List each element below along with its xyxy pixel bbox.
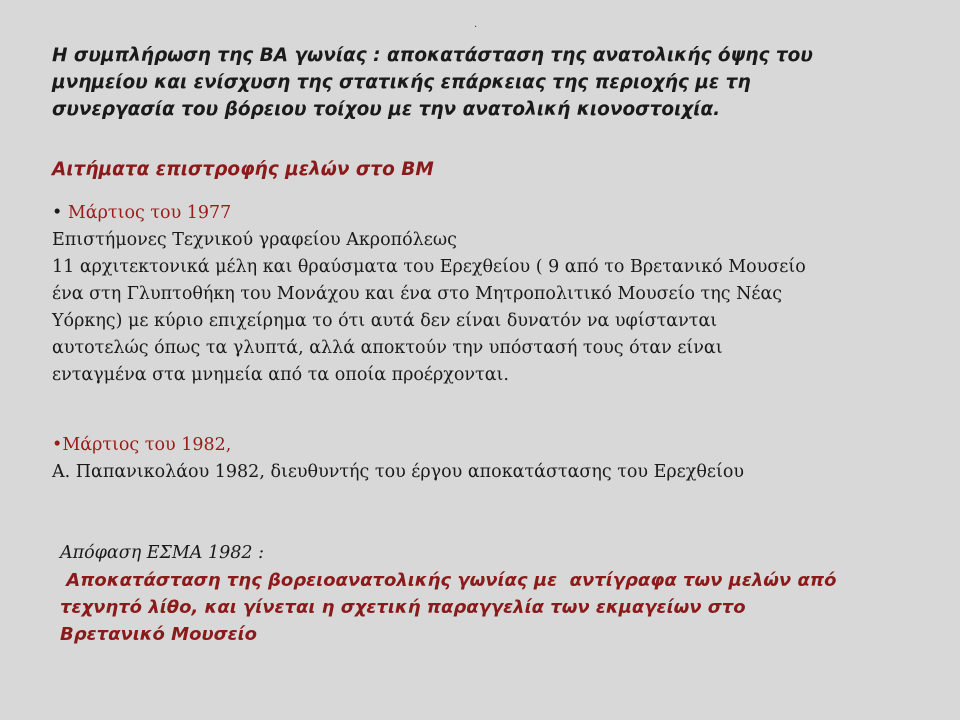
bullet: • bbox=[52, 203, 63, 223]
body-line: Α. Παπανικολάου 1982, διευθυντής του έργου αποκατάστασης του Ερεχθείου bbox=[52, 462, 744, 482]
slide-heading bbox=[52, 42, 932, 123]
heading-line: Η συμπλήρωση της ΒΑ γωνίας : αποκατάσταση της ανατολικής όψης του bbox=[52, 45, 813, 66]
decision-line: Αποκατάσταση της βορειοανατολικής γωνίας με αντίγραφα των μελών από bbox=[60, 570, 837, 591]
date-1977: Μάρτιος του 1977 bbox=[62, 203, 232, 223]
esma-decision bbox=[60, 540, 930, 648]
date-1982: Μάρτιος του 1982, bbox=[62, 435, 232, 455]
body-line: ενταγμένα στα μνημεία από τα οποία προέρχονται. bbox=[52, 365, 509, 385]
body-line: αυτοτελώς όπως τα γλυπτά, αλλά αποκτούν την υπόστασή τους όταν είναι bbox=[52, 338, 723, 358]
body-line: ένα στη Γλυπτοθήκη του Μονάχου και ένα στο Μητροπολιτικό Μουσείο της Νέας bbox=[52, 284, 783, 304]
request-1977 bbox=[52, 200, 922, 389]
section-subheading: Αιτήματα επιστροφής μελών στο ΒΜ bbox=[52, 159, 434, 180]
body-line: Επιστήμονες Τεχνικού γραφείου Ακροπόλεως bbox=[52, 230, 457, 250]
body-line: 11 αρχιτεκτονικά μέλη και θραύσματα του Ερεχθείου ( 9 από το Βρετανικό Μουσείο bbox=[52, 257, 806, 277]
heading-line: μνημείου και ενίσχυση της στατικής επάρκειας της περιοχής με τη bbox=[52, 72, 751, 93]
body-line: Υόρκης) με κύριο επιχείρημα το ότι αυτά δεν είναι δυνατόν να υφίστανται bbox=[52, 311, 718, 331]
decision-line: Βρετανικό Μουσείο bbox=[60, 624, 258, 645]
bullet: • bbox=[52, 435, 63, 455]
decision-label: Απόφαση ΕΣΜΑ 1982 : bbox=[60, 543, 265, 563]
marker-dot: . bbox=[474, 19, 478, 30]
decision-line: τεχνητό λίθο, και γίνεται η σχετική παραγγελία των εκμαγείων στο bbox=[60, 597, 746, 618]
request-1982 bbox=[52, 432, 922, 486]
heading-line: συνεργασία του βόρειου τοίχου με την ανατολική κιονοστοιχία. bbox=[52, 99, 721, 120]
